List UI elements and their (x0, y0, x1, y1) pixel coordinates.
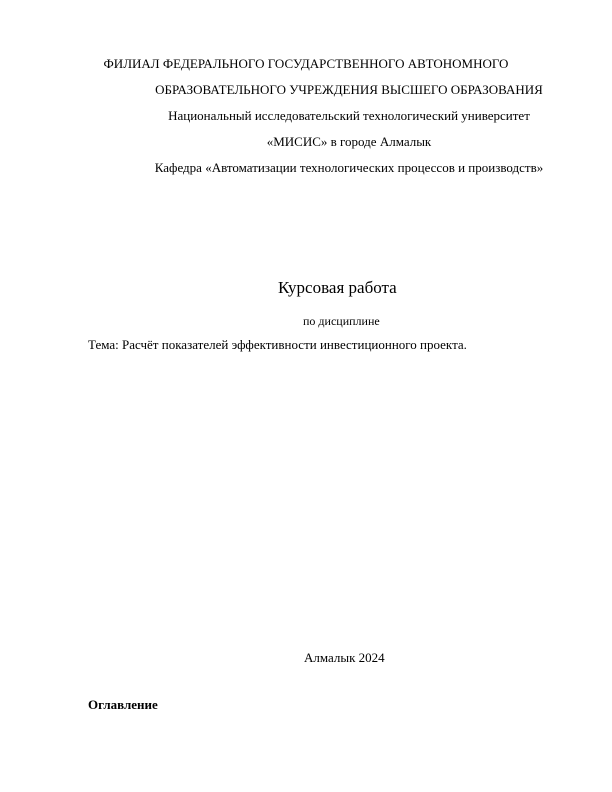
discipline-label: по дисциплине (303, 314, 380, 328)
topic-line: Тема: Расчёт показателей эффективности инвестиционного проекта. (88, 337, 467, 352)
city-year: Алмалык 2024 (304, 650, 385, 665)
university-city: «МИСИС» в городе Алмалык (266, 134, 432, 149)
institution-line-2: ОБРАЗОВАТЕЛЬНОГО УЧРЕЖДЕНИЯ ВЫСШЕГО ОБРАЗОВАНИЯ (155, 82, 543, 97)
institution-line-1: ФИЛИАЛ ФЕДЕРАЛЬНОГО ГОСУДАРСТВЕННОГО АВТОНОМНОГО (103, 56, 509, 71)
contents-heading: Оглавление (88, 697, 158, 712)
department-name: Кафедра «Автоматизации технологических процессов и производств» (154, 160, 544, 175)
university-name: Национальный исследовательский технологический университет (168, 108, 530, 123)
document-title: Курсовая работа (278, 278, 397, 297)
